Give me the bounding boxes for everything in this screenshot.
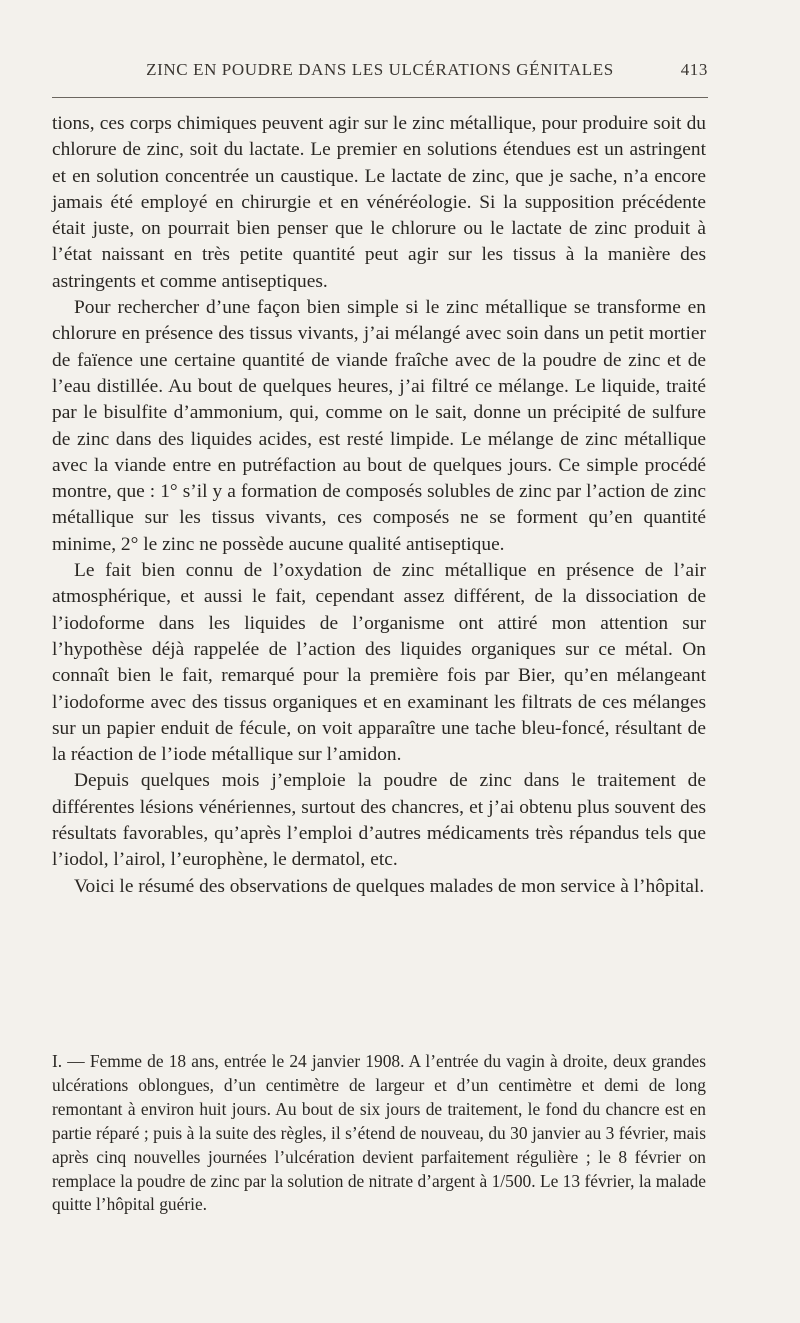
paragraph: Le fait bien connu de l’oxydation de zinc métallique en présence de l’air atmosphérique, et aussi le fait, cependant assez différent, de la dissociation de l’iodoforme dans les liquides de l’organisme ont attiré mon attention sur l’hypothèse déjà rappelée de l’action des liquides organiques sur ce métal. On connaît bien le fait, remarqué pour la première fois par Bier, qu’en mélangeant l’iodoforme avec des tissus organiques et en examinant les filtrats de ces mélanges sur un papier enduit de fécule, on voit apparaître une tache bleu-foncé, résultant de la réaction de l’iode métallique sur l’amidon. xyxy=(52,560,706,766)
paragraph: Depuis quelques mois j’emploie la poudre de zinc dans le traitement de différentes lésions vénériennes, surtout des chancres, et j’ai obtenu plus souvent des résultats favorables, qu’après l’emploi d’autres médicaments très répandus tels que l’iodol, l’airol, l’europhène, le dermatol, etc. xyxy=(52,770,706,871)
observation-block xyxy=(52,1050,706,1217)
page-number: 413 xyxy=(680,60,708,79)
body-text xyxy=(52,111,706,900)
running-head xyxy=(52,60,708,86)
observation-paragraph: I. — Femme de 18 ans, entrée le 24 janvier 1908. A l’entrée du vagin à droite, deux grandes ulcérations oblongues, d’un centimètre de largeur et d’un centimètre et demi de long remontant à environ huit jours. Au bout de six jours de traitement, le fond du chancre est en partie réparé ; puis à la suite des règles, il s’étend de nouveau, du 30 janvier au 3 février, mais après cinq nouvelles journées l’ulcération devient parfaitement régulière ; le 8 février on remplace la poudre de zinc par la solution de nitrate d’argent à 1/500. Le 13 février, la malade quitte l’hôpital guérie. xyxy=(52,1051,706,1215)
header-rule xyxy=(52,97,708,98)
running-title: ZINC EN POUDRE DANS LES ULCÉRATIONS GÉNITALES xyxy=(146,60,614,79)
paragraph: Pour rechercher d’une façon bien simple si le zinc métallique se transforme en chlorure en présence des tissus vivants, j’ai mélangé avec soin dans un petit mortier de faïence une certaine quantité de viande fraîche avec de la poudre de zinc et de l’eau distillée. Au bout de quelques heures, j’ai filtré ce mélange. Le liquide, traité par le bisulfite d’ammonium, qui, comme on le sait, donne un précipité de sulfure de zinc dans des liquides acides, est resté limpide. Le mélange de zinc métallique avec la viande entre en putréfaction au bout de quelques jours. Ce simple procédé montre, que : 1° s’il y a formation de composés solubles de zinc par l’action de zinc métallique sur les tissus vivants, ces composés ne se forment qu’en quantité minime, 2° le zinc ne possède aucune qualité antiseptique. xyxy=(52,297,706,555)
paragraph-continued: tions, ces corps chimiques peuvent agir sur le zinc métallique, pour produire soit du chlorure de zinc, soit du lactate. Le premier en solutions étendues est un astringent et en solution concentrée un caustique. Le lactate de zinc, que je sache, n’a encore jamais été employé en chirurgie et en vénéréologie. Si la supposition précédente était juste, on pourrait bien penser que le chlorure ou le lactate de zinc produit à l’état naissant en très petite quantité peut agir sur les tissus à la manière des astringents et comme antiseptiques. xyxy=(52,113,706,292)
paragraph: Voici le résumé des observations de quelques malades de mon service à l’hôpital. xyxy=(74,875,705,897)
